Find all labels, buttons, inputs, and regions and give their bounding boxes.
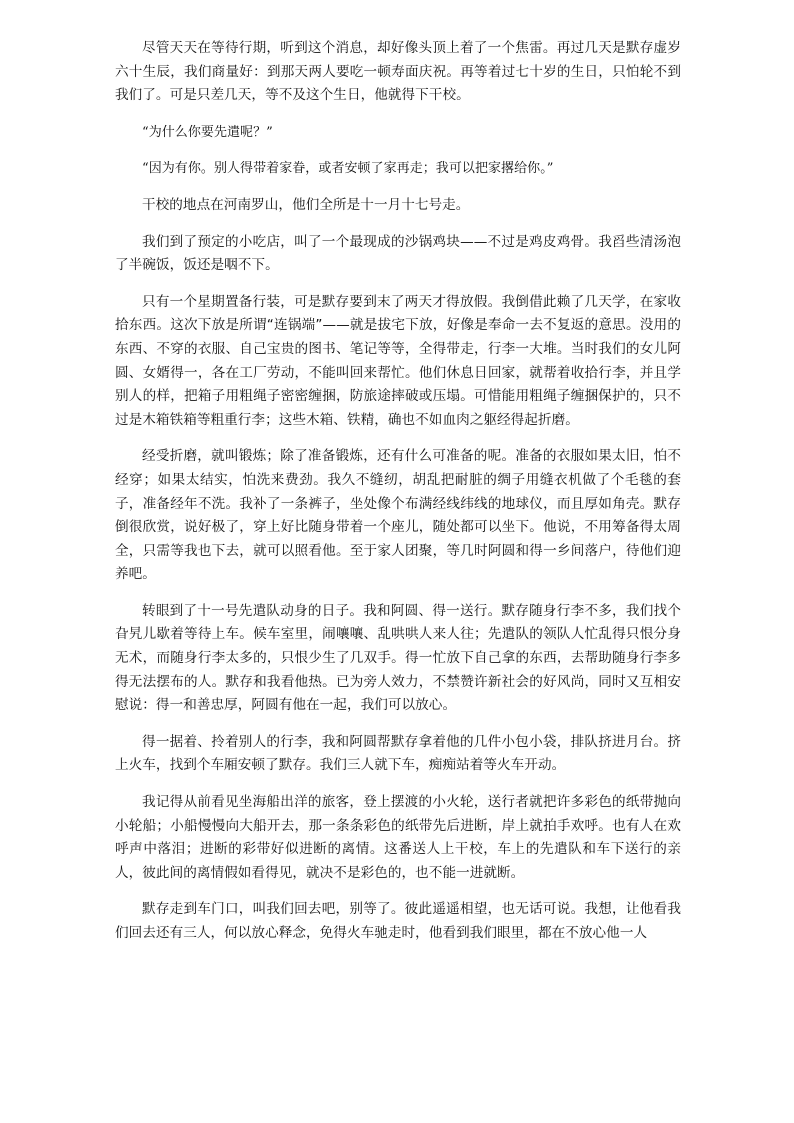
paragraph-location: 干校的地点在河南罗山，他们全所是十一月十七号走。 bbox=[142, 196, 470, 213]
document-body bbox=[115, 37, 681, 946]
dialog-answer: “因为有你。别人得带着家眷，或者安顿了家再走；我可以把家撂给你。” bbox=[142, 161, 554, 177]
paragraph-memory: 我记得从前看见坐海船出洋的旅客，登上摆渡的小火轮，送行者就把许多彩色的纸带抛向小轮船；小船慢慢向大船开去，那一条条彩色的纸带先后进断，岸上就拍手欢呼。也有人在欢呼声中落泪；进断的彩带好似进断的离情。这番送人上干校，车上的先遣队和车下送行的亲人，彼此间的离情假如看得见，就决不是彩色的，也不能一进就断。 bbox=[115, 794, 681, 881]
paragraph-birthday: 尽管天天在等待行期，听到这个消息，却好像头顶上着了一个焦雷。再过几天是默存虚岁六十生辰，我们商量好：到那天两人要吃一顿寿面庆祝。再等着过七十岁的生日，只怕轮不到我们了。可是只差几天，等不及这个生日，他就得下干校。 bbox=[115, 40, 681, 104]
dialog-question: “为什么你要先遣呢？” bbox=[142, 124, 273, 140]
paragraph-farewell: 默存走到车门口，叫我们回去吧，别等了。彼此遥遥相望，也无话可说。我想，让他看我们回去还有三人，何以放心释念，免得火车驰走时，他看到我们眼里，都在不放心他一人 bbox=[115, 901, 681, 941]
paragraph-restaurant: 我们到了预定的小吃店，叫了一个最现成的沙锅鸡块——不过是鸡皮鸡骨。我舀些清汤泡了半碗饭，饭还是咽不下。 bbox=[115, 233, 681, 274]
paragraph-packing: 只有一个星期置备行装，可是默存要到末了两天才得放假。我倒借此赖了几天学，在家收拾东西。这次下放是所谓“连锅端”——就是拔宅下放，好像是奉命一去不复返的意思。没用的东西、不穿的衣服、自己宝贵的图书、笔记等等，全得带走，行李一大堆。当时我们的女儿阿圆、女婿得一，各在工厂劳动，不能叫回来帮忙。他们休息日回家，就帮着收拾行李，并且学别人的样，把箱子用粗绳子密密缠捆，防旅途摔破或压塌。可惜能用粗绳子缠捆保护的，只不过是木箱铁箱等粗重行李；这些木箱、铁精，确也不如血肉之躯经得起折磨。 bbox=[115, 293, 681, 428]
paragraph-platform: 得一据着、拎着别人的行李，我和阿圆帮默存拿着他的几件小包小袋，排队挤进月台。挤上火车，找到个车厢安顿了默存。我们三人就下车，痴痴站着等火车开动。 bbox=[115, 733, 681, 774]
paragraph-preparation: 经受折磨，就叫锻炼；除了准备锻炼，还有什么可准备的呢。准备的衣服如果太旧，怕不经穿；如果太结实，怕洗来费劲。我久不缝纫，胡乱把耐脏的绸子用缝衣机做了个毛毯的套子，准备经年不洗。我补了一条裤子，坐处像个布满经线纬线的地球仪，而且厚如角壳。默存倒很欣赏，说好极了，穿上好比随身带着一个座儿，随处都可以坐下。他说，不用筹备得太周全，只需等我也下去，就可以照看他。至于家人团聚，等几时阿圆和得一乡间落户，待他们迎养吧。 bbox=[115, 448, 681, 583]
paragraph-departure: 转眼到了十一号先遣队动身的日子。我和阿圆、得一送行。默存随身行李不多，我们找个旮旯儿歇着等待上车。候车室里，闹嚷嚷、乱哄哄人来人往；先遣队的领队人忙乱得只恨分身无术，而随身行李太多的，只恨少生了几双手。得一忙放下自己拿的东西，去帮助随身行李多得无法摆布的人。默存和我看他热。已为旁人效力，不禁赞许新社会的好风尚，同时又互相安慰说：得一和善忠厚，阿圆有他在一起，我们可以放心。 bbox=[115, 602, 681, 714]
